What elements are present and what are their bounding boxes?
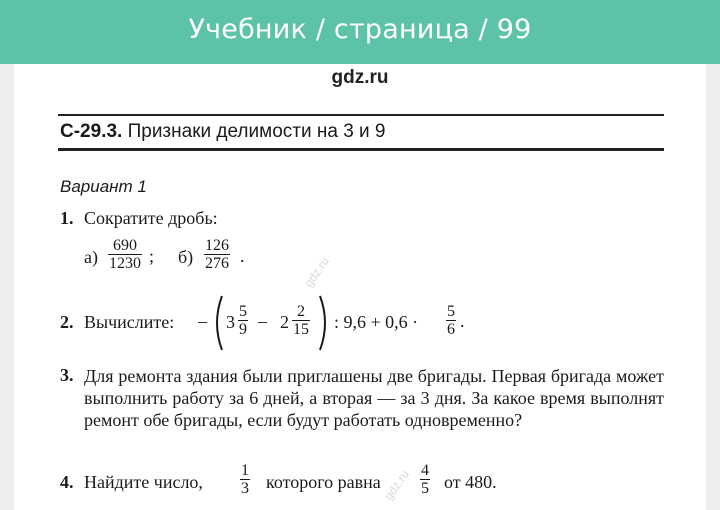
fraction-numerator: 4 [421, 462, 429, 479]
fraction-numerator: 126 [205, 237, 229, 254]
task2-fraction3 [446, 303, 456, 338]
fraction-numerator: 5 [447, 303, 455, 320]
site-label: gdz.ru [331, 67, 389, 88]
fraction-denominator: 3 [241, 480, 249, 497]
right-parenthesis [316, 294, 332, 352]
watermark: gdz.ru [301, 254, 332, 290]
bottom-rule [58, 148, 664, 151]
right-margin [706, 64, 720, 510]
section-title: Признаки делимости на 3 и 9 [127, 121, 386, 142]
task2-fraction2 [292, 303, 310, 338]
task4-text1: Найдите число, [84, 472, 203, 492]
fraction-denominator: 5 [421, 480, 429, 497]
fraction-numerator: 5 [239, 303, 247, 320]
task2-whole1: 3 [226, 312, 235, 332]
task1-number: 1. [60, 208, 74, 228]
task3-number: 3. [60, 365, 74, 385]
task2-whole2: 2 [280, 312, 289, 332]
task2-operator: – [258, 311, 267, 331]
top-bar [0, 0, 720, 64]
task1-separator: ; [149, 246, 155, 266]
task2-end: . [460, 311, 465, 331]
task2-rest: : 9,6 + 0,6 · [334, 312, 419, 332]
fraction-numerator: 690 [113, 237, 137, 254]
fraction-denominator: 1230 [109, 255, 141, 272]
task1-fraction-b [204, 237, 230, 272]
task1-b-label: б) [178, 247, 194, 267]
task2-minus: – [198, 311, 207, 331]
task4-text2: которого равна [266, 472, 381, 492]
task4-fraction1 [240, 462, 250, 497]
task1-text: Сократите дробь: [84, 208, 218, 228]
section-heading [60, 121, 386, 143]
watermark: gdz.ru [381, 467, 412, 503]
variant-label: Вариант 1 [60, 177, 147, 196]
fraction-numerator: 1 [241, 462, 249, 479]
task1-a-label: а) [84, 247, 98, 267]
left-margin [0, 64, 14, 510]
top-rule [58, 114, 664, 116]
task4-fraction2 [420, 462, 430, 497]
task1-end: . [240, 246, 245, 266]
left-parenthesis [210, 294, 226, 352]
fraction-denominator: 15 [293, 321, 309, 338]
task4-number: 4. [60, 472, 74, 492]
fraction-denominator: 9 [239, 321, 247, 338]
task3-text: Для ремонта здания были приглашены две бригады. Первая бригада может выполнить работу за 6 дней, а вторая — за 3 дня. За какое время выполнят ремонт обе бригады, если будут работать одновременно? [84, 366, 664, 430]
fraction-denominator: 6 [447, 321, 455, 338]
fraction-denominator: 276 [205, 255, 229, 272]
task2-fraction1 [238, 303, 248, 338]
fraction-numerator: 2 [297, 303, 305, 320]
page-title: Учебник / страница / 99 [188, 14, 532, 45]
task4-text3: от 480. [444, 472, 497, 492]
section-code: С-29.3. [60, 121, 123, 142]
task2-number: 2. [60, 312, 74, 332]
task1-fraction-a [108, 237, 142, 272]
task2-text: Вычислите: [84, 312, 175, 332]
